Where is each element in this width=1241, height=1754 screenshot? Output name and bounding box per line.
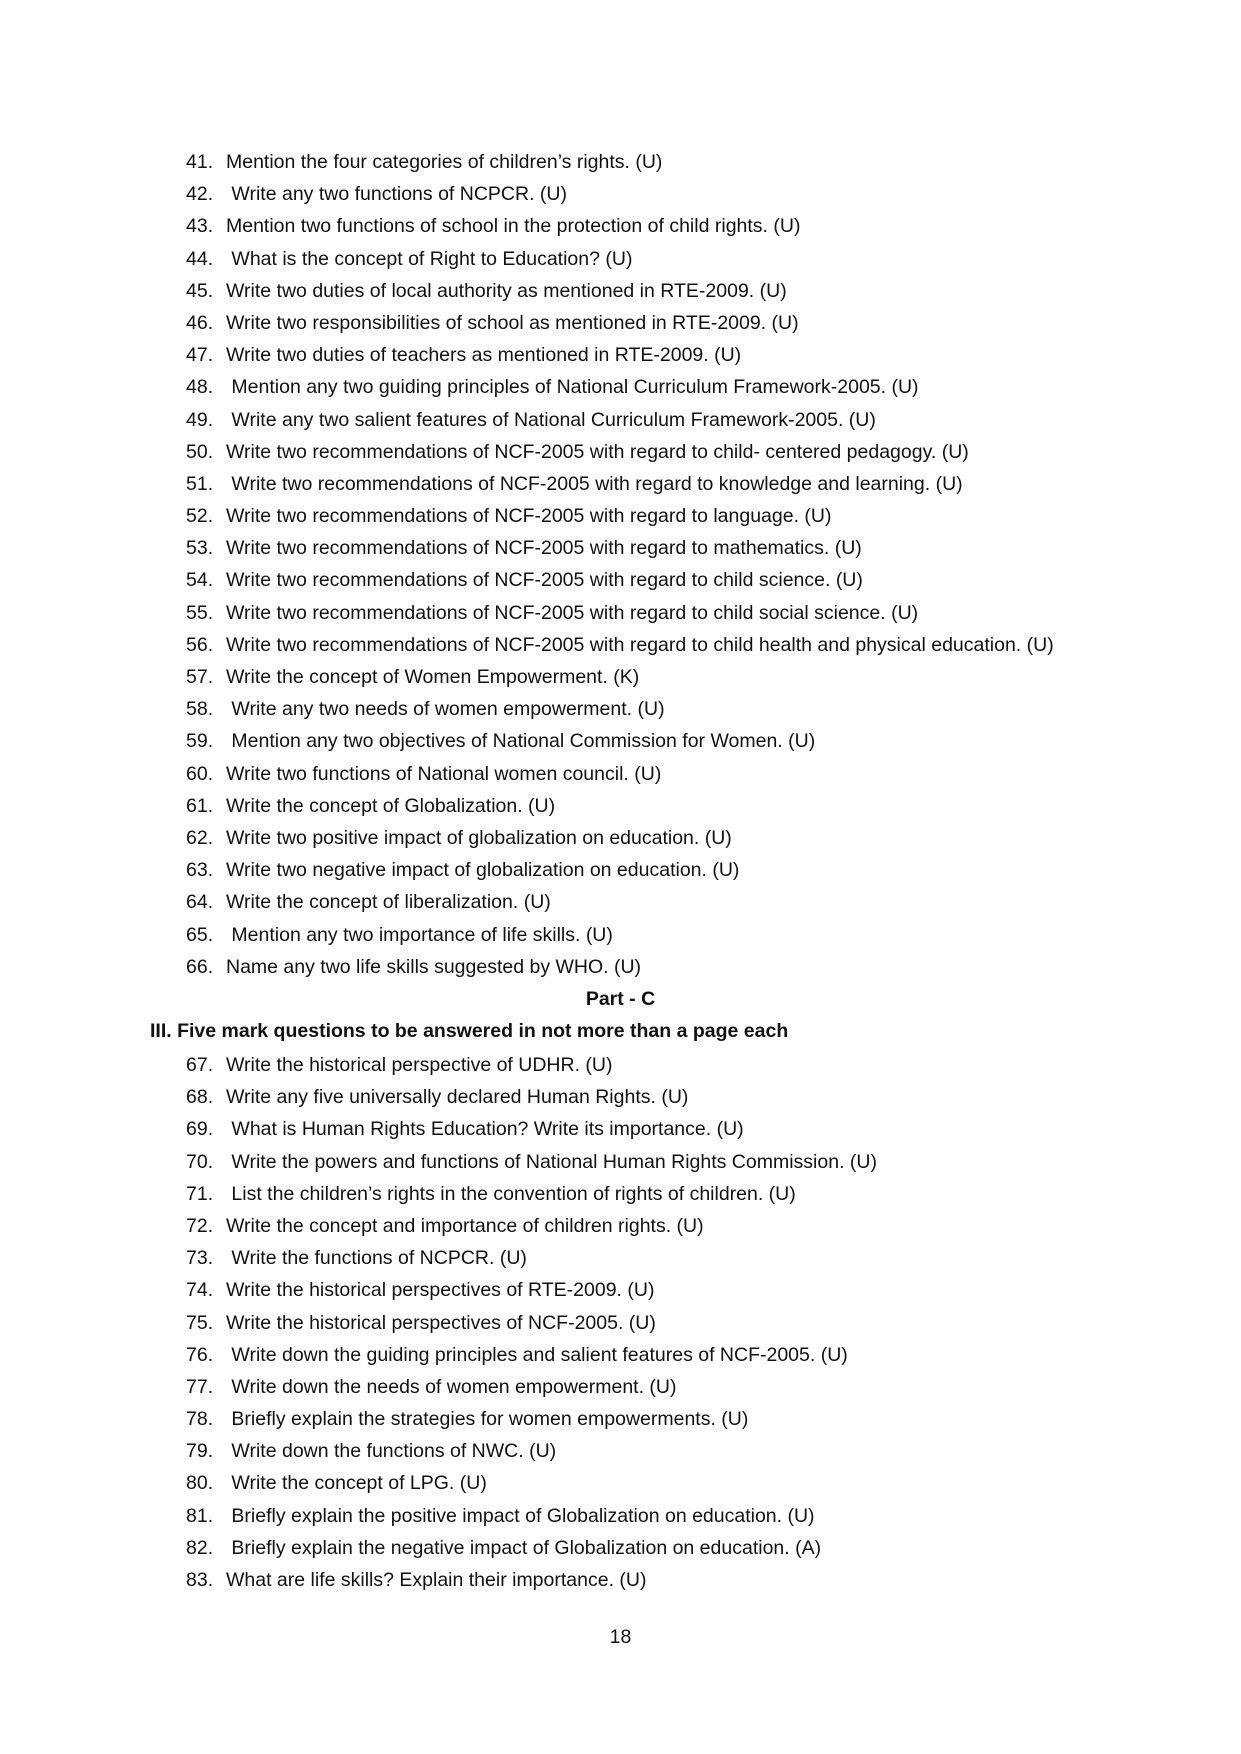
question-text: Briefly explain the negative impact of Globalization on education. (A) bbox=[226, 1536, 822, 1559]
section-heading: III. Five mark questions to be answered in not more than a page each bbox=[150, 1020, 789, 1042]
question-number: 46. bbox=[186, 311, 214, 334]
question-text: Write the concept of liberalization. (U) bbox=[226, 891, 551, 914]
question-text: Write two negative impact of globalization on education. (U) bbox=[226, 859, 740, 882]
question-text: Write two recommendations of NCF-2005 with regard to child health and physical education. (U) bbox=[226, 633, 1054, 656]
question-number: 48. bbox=[186, 376, 214, 399]
question-item bbox=[186, 597, 1186, 629]
question-text: Write the functions of NCPCR. (U) bbox=[226, 1247, 527, 1270]
question-text: Write the historical perspective of UDHR. (U) bbox=[226, 1054, 613, 1076]
question-text: What are life skills? Explain their importance. (U) bbox=[226, 1569, 647, 1591]
question-item bbox=[186, 1467, 1186, 1499]
question-number: 67. bbox=[186, 1054, 214, 1076]
question-number: 53. bbox=[186, 537, 214, 560]
question-text: Write two functions of National women council. (U) bbox=[226, 762, 662, 785]
question-text: Write two recommendations of NCF-2005 with regard to child- centered pedagogy. (U) bbox=[226, 440, 969, 463]
question-number: 74. bbox=[186, 1279, 214, 1302]
question-number: 54. bbox=[186, 569, 214, 592]
question-number: 81. bbox=[186, 1504, 214, 1527]
question-number: 45. bbox=[186, 279, 214, 302]
question-number: 57. bbox=[186, 666, 214, 688]
question-item bbox=[186, 919, 1186, 951]
question-item bbox=[186, 178, 1186, 210]
question-number: 52. bbox=[186, 505, 214, 528]
question-item bbox=[186, 661, 1186, 693]
question-list-part-b bbox=[186, 146, 1186, 983]
question-text: Write the historical perspectives of RTE-2009. (U) bbox=[226, 1279, 655, 1302]
question-item bbox=[186, 275, 1186, 307]
question-text: Briefly explain the positive impact of Globalization on education. (U) bbox=[226, 1504, 815, 1527]
question-item bbox=[186, 1500, 1186, 1532]
question-number: 77. bbox=[186, 1375, 214, 1398]
question-text: Mention any two importance of life skills. (U) bbox=[226, 923, 613, 946]
question-text: Write two recommendations of NCF-2005 with regard to mathematics. (U) bbox=[226, 537, 862, 560]
question-number: 62. bbox=[186, 826, 214, 849]
question-item bbox=[186, 210, 1186, 242]
question-text: Write the powers and functions of National Human Rights Commission. (U) bbox=[226, 1150, 877, 1173]
question-text: Write two responsibilities of school as mentioned in RTE-2009. (U) bbox=[226, 311, 799, 334]
question-text: Write any two salient features of National Curriculum Framework-2005. (U) bbox=[226, 408, 876, 431]
question-number: 51. bbox=[186, 472, 214, 495]
question-item bbox=[186, 1532, 1186, 1564]
question-number: 42. bbox=[186, 183, 214, 206]
question-text: Write two recommendations of NCF-2005 with regard to child science. (U) bbox=[226, 569, 863, 592]
question-number: 70. bbox=[186, 1150, 214, 1173]
part-heading: Part - C bbox=[585, 988, 656, 1010]
question-text: Name any two life skills suggested by WHO. (U) bbox=[226, 955, 642, 978]
question-item bbox=[186, 854, 1186, 886]
question-number: 73. bbox=[186, 1247, 214, 1270]
question-number: 50. bbox=[186, 440, 214, 463]
question-text: Write down the functions of NWC. (U) bbox=[226, 1440, 557, 1463]
question-number: 43. bbox=[186, 215, 214, 238]
question-item bbox=[186, 1403, 1186, 1435]
question-number: 71. bbox=[186, 1182, 214, 1205]
question-text: Write two duties of local authority as mentioned in RTE-2009. (U) bbox=[226, 279, 787, 302]
question-item bbox=[186, 758, 1186, 790]
question-item bbox=[186, 564, 1186, 596]
question-number: 68. bbox=[186, 1086, 214, 1109]
question-text: Write two recommendations of NCF-2005 with regard to language. (U) bbox=[226, 505, 832, 528]
question-text: Write two duties of teachers as mentioned in RTE-2009. (U) bbox=[226, 344, 742, 367]
question-item bbox=[186, 1274, 1186, 1306]
question-number: 58. bbox=[186, 698, 214, 721]
question-text: Mention two functions of school in the protection of child rights. (U) bbox=[226, 215, 801, 238]
question-item bbox=[186, 951, 1186, 983]
question-number: 55. bbox=[186, 601, 214, 624]
page-number: 18 bbox=[609, 1626, 632, 1648]
question-item bbox=[186, 1307, 1186, 1339]
question-item bbox=[186, 1371, 1186, 1403]
question-item bbox=[186, 1178, 1186, 1210]
question-item bbox=[186, 629, 1186, 661]
question-text: Mention any two guiding principles of National Curriculum Framework-2005. (U) bbox=[226, 376, 919, 399]
question-text: Write two positive impact of globalization on education. (U) bbox=[226, 826, 732, 849]
question-item bbox=[186, 371, 1186, 403]
question-text: Write the concept of LPG. (U) bbox=[226, 1472, 487, 1495]
question-text: What is Human Rights Education? Write its importance. (U) bbox=[226, 1118, 744, 1141]
question-item bbox=[186, 822, 1186, 854]
question-number: 66. bbox=[186, 955, 214, 978]
question-number: 49. bbox=[186, 408, 214, 431]
question-number: 78. bbox=[186, 1408, 214, 1431]
question-number: 63. bbox=[186, 859, 214, 882]
question-item bbox=[186, 1113, 1186, 1145]
question-number: 82. bbox=[186, 1536, 214, 1559]
question-item bbox=[186, 1049, 1186, 1081]
question-text: Write down the guiding principles and salient features of NCF-2005. (U) bbox=[226, 1343, 848, 1366]
question-text: Write down the needs of women empowerment. (U) bbox=[226, 1375, 677, 1398]
question-number: 44. bbox=[186, 247, 214, 270]
question-text: Write any five universally declared Human Rights. (U) bbox=[226, 1086, 689, 1109]
question-item bbox=[186, 1210, 1186, 1242]
question-item bbox=[186, 146, 1186, 178]
question-item bbox=[186, 1339, 1186, 1371]
question-text: Write two recommendations of NCF-2005 with regard to child social science. (U) bbox=[226, 601, 919, 624]
question-text: Write any two functions of NCPCR. (U) bbox=[226, 183, 567, 206]
question-number: 75. bbox=[186, 1311, 214, 1334]
question-list-part-c bbox=[186, 1049, 1186, 1596]
question-number: 83. bbox=[186, 1569, 214, 1591]
question-number: 61. bbox=[186, 794, 214, 817]
question-item bbox=[186, 468, 1186, 500]
question-number: 72. bbox=[186, 1214, 214, 1237]
question-number: 69. bbox=[186, 1118, 214, 1141]
question-text: Write any two needs of women empowerment. (U) bbox=[226, 698, 665, 721]
question-text: List the children’s rights in the convention of rights of children. (U) bbox=[226, 1182, 796, 1205]
question-item bbox=[186, 693, 1186, 725]
question-item bbox=[186, 1146, 1186, 1178]
question-item bbox=[186, 307, 1186, 339]
question-number: 56. bbox=[186, 633, 214, 656]
question-text: Write the concept of Women Empowerment. (K) bbox=[226, 666, 640, 688]
question-item bbox=[186, 404, 1186, 436]
question-number: 79. bbox=[186, 1440, 214, 1463]
question-number: 60. bbox=[186, 762, 214, 785]
question-text: Write the concept and importance of children rights. (U) bbox=[226, 1214, 704, 1237]
question-item bbox=[186, 500, 1186, 532]
question-item bbox=[186, 436, 1186, 468]
question-text: What is the concept of Right to Education? (U) bbox=[226, 247, 633, 270]
question-item bbox=[186, 243, 1186, 275]
question-number: 65. bbox=[186, 923, 214, 946]
question-text: Briefly explain the strategies for women empowerments. (U) bbox=[226, 1408, 749, 1431]
question-item bbox=[186, 532, 1186, 564]
question-item bbox=[186, 790, 1186, 822]
question-text: Write the concept of Globalization. (U) bbox=[226, 794, 556, 817]
question-item bbox=[186, 1242, 1186, 1274]
question-text: Write two recommendations of NCF-2005 with regard to knowledge and learning. (U) bbox=[226, 472, 963, 495]
question-text: Mention the four categories of children’s rights. (U) bbox=[226, 151, 663, 173]
question-item bbox=[186, 886, 1186, 918]
question-number: 64. bbox=[186, 891, 214, 914]
question-number: 80. bbox=[186, 1472, 214, 1495]
question-number: 47. bbox=[186, 344, 214, 367]
question-number: 41. bbox=[186, 151, 214, 173]
question-item bbox=[186, 725, 1186, 757]
question-item bbox=[186, 1081, 1186, 1113]
question-text: Mention any two objectives of National Commission for Women. (U) bbox=[226, 730, 816, 753]
question-text: Write the historical perspectives of NCF-2005. (U) bbox=[226, 1311, 656, 1334]
question-number: 59. bbox=[186, 730, 214, 753]
question-number: 76. bbox=[186, 1343, 214, 1366]
question-item bbox=[186, 1564, 1186, 1596]
question-item bbox=[186, 1435, 1186, 1467]
question-item bbox=[186, 339, 1186, 371]
